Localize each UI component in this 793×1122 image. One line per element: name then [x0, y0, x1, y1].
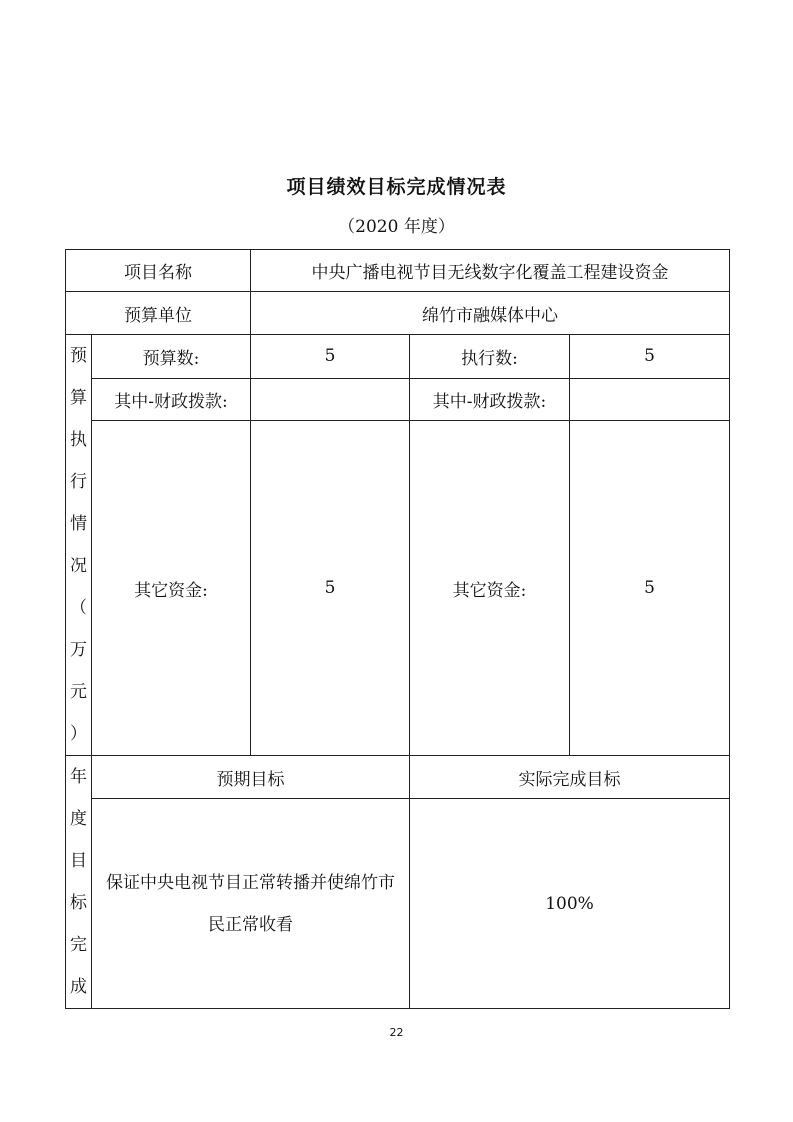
actual-goal-header: 实际完成目标: [410, 756, 730, 799]
page-number: 22: [389, 1026, 404, 1039]
fiscal-allocation-row: [66, 378, 730, 421]
side-label-char: 度: [70, 809, 87, 829]
fiscal-allocation-value-right: [570, 378, 730, 421]
side-label-char: ）: [70, 724, 87, 744]
fiscal-allocation-label-left: 其中-财政拨款:: [92, 378, 251, 421]
side-label-char: 成: [70, 977, 87, 997]
execution-side-label: [66, 335, 92, 756]
budget-unit-row: [66, 292, 730, 335]
other-funds-row: [66, 421, 730, 756]
other-funds-value-right: 5: [570, 421, 730, 756]
page-subtitle: （2020 年度）: [338, 217, 455, 237]
side-label-char: 预: [70, 346, 87, 366]
project-name-row: [66, 250, 730, 292]
other-funds-label-right: 其它资金:: [410, 421, 570, 756]
side-label-char: 标: [70, 893, 87, 913]
executed-amount-label: 执行数:: [410, 335, 570, 379]
side-label-char: 执: [70, 430, 87, 450]
budget-unit-value: 绵竹市融媒体中心: [251, 292, 730, 335]
goal-side-label: [66, 756, 92, 1009]
fiscal-allocation-label-right: 其中-财政拨款:: [410, 378, 570, 421]
project-name-value: 中央广播电视节目无线数字化覆盖工程建设资金: [251, 250, 730, 292]
side-label-char: 目: [70, 851, 87, 871]
actual-goal-text: 100%: [410, 799, 730, 1009]
budget-amount-value: 5: [251, 335, 410, 379]
goal-header-row: [66, 756, 730, 799]
other-funds-value-left: 5: [251, 421, 410, 756]
side-label-char: 年: [70, 767, 87, 787]
other-funds-label-left: 其它资金:: [92, 421, 251, 756]
budget-amount-label: 预算数:: [92, 335, 251, 379]
project-name-label: 项目名称: [66, 250, 251, 292]
budget-amount-row: [66, 335, 730, 379]
expected-goal-header: 预期目标: [92, 756, 410, 799]
performance-table: [65, 249, 730, 1009]
fiscal-allocation-value-left: [251, 378, 410, 421]
executed-amount-value: 5: [570, 335, 730, 379]
side-label-char: 情: [70, 514, 87, 534]
expected-goal-text: 保证中央电视节目正常转播并使绵竹市民正常收看: [92, 799, 410, 1009]
side-label-char: 万: [70, 640, 87, 660]
side-label-char: 元: [70, 682, 87, 702]
side-label-char: 算: [70, 388, 87, 408]
goal-content-row: [66, 799, 730, 1009]
side-label-char: （: [70, 598, 87, 618]
side-label-char: 行: [70, 472, 87, 492]
budget-unit-label: 预算单位: [66, 292, 251, 335]
side-label-char: 况: [70, 556, 87, 576]
page-title: 项目绩效目标完成情况表: [286, 176, 507, 198]
side-label-char: 完: [70, 935, 87, 955]
